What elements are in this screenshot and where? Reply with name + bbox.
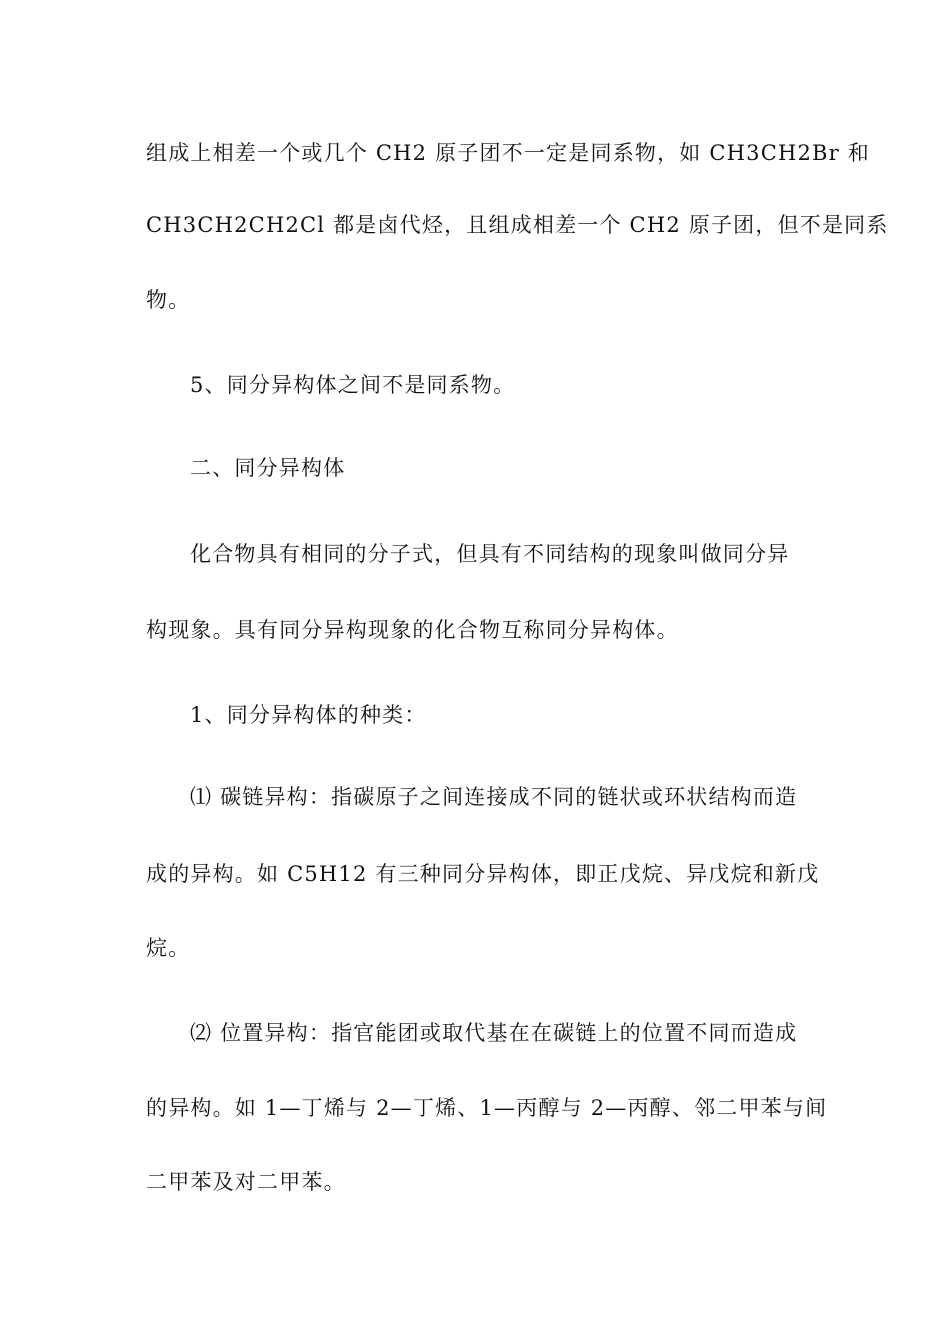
list-item: 5、同分异构体之间不是同系物。 bbox=[190, 373, 516, 397]
list-item: ⑴ 碳链异构：指碳原子之间连接成不同的链状或环状结构而造 bbox=[190, 785, 798, 809]
list-item: ⑵ 位置异构：指官能团或取代基在在碳链上的位置不同而造成 bbox=[190, 1021, 798, 1045]
paragraph-line: 二甲苯及对二甲苯。 bbox=[146, 1170, 346, 1194]
section-heading: 二、同分异构体 bbox=[190, 456, 346, 480]
paragraph-line: 的异构。如 1—丁烯与 2—丁烯、1—丙醇与 2—丙醇、邻二甲苯与间 bbox=[146, 1096, 828, 1120]
paragraph-line: 烷。 bbox=[146, 936, 191, 960]
paragraph-line: 构现象。具有同分异构现象的化合物互称同分异构体。 bbox=[146, 618, 679, 642]
paragraph-line: 化合物具有相同的分子式，但具有不同结构的现象叫做同分异 bbox=[190, 542, 790, 566]
paragraph-line: CH3CH2CH2Cl 都是卤代烃，且组成相差一个 CH2 原子团，但不是同系 bbox=[146, 213, 889, 237]
paragraph-line: 物。 bbox=[146, 288, 191, 312]
paragraph-line: 成的异构。如 C5H12 有三种同分异构体，即正戊烷、异戊烷和新戊 bbox=[146, 862, 820, 886]
subsection-heading: 1、同分异构体的种类： bbox=[190, 703, 427, 727]
paragraph-line: 组成上相差一个或几个 CH2 原子团不一定是同系物，如 CH3CH2Br 和 bbox=[146, 141, 870, 165]
